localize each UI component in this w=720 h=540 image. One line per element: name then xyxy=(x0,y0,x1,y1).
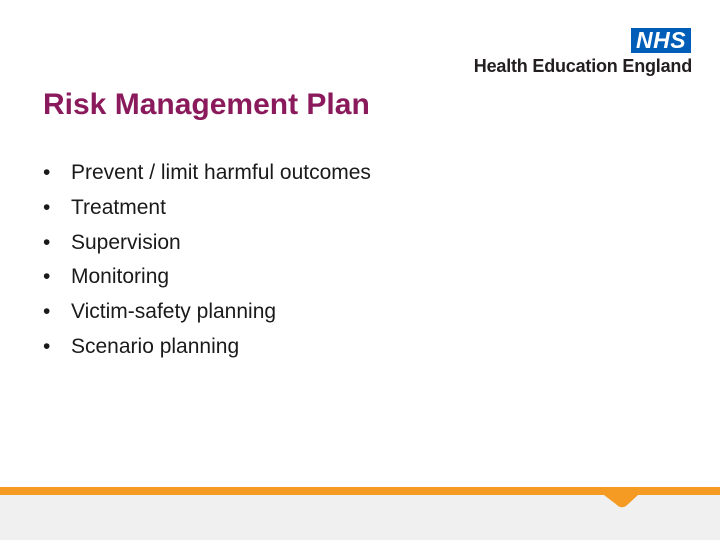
list-item-text: Treatment xyxy=(71,195,166,219)
list-item xyxy=(43,295,371,330)
nhs-logo-badge: NHS xyxy=(631,28,691,53)
bullet-icon: • xyxy=(43,300,51,324)
bullet-icon: • xyxy=(43,161,51,184)
bullet-icon: • xyxy=(43,334,51,358)
slide-footer xyxy=(0,487,720,540)
list-item-text: Prevent / limit harmful outcomes xyxy=(71,161,371,184)
bullet-icon: • xyxy=(43,265,51,289)
list-item-text: Monitoring xyxy=(71,265,170,289)
slide-title: Risk Management Plan xyxy=(43,88,370,121)
list-item xyxy=(43,260,371,295)
list-item xyxy=(43,156,371,191)
list-item-text: Victim-safety planning xyxy=(71,300,277,324)
bullet-list xyxy=(43,156,371,365)
nhs-hee-logo xyxy=(447,28,692,78)
list-item-text: Supervision xyxy=(71,230,181,254)
bullet-icon: • xyxy=(43,195,51,219)
list-item xyxy=(43,330,371,365)
list-item xyxy=(43,191,371,226)
list-item xyxy=(43,226,371,261)
bullet-icon: • xyxy=(43,230,51,254)
organization-name: Health Education England xyxy=(473,56,692,76)
footer-chevron-icon xyxy=(0,487,720,509)
list-item-text: Scenario planning xyxy=(71,334,240,358)
